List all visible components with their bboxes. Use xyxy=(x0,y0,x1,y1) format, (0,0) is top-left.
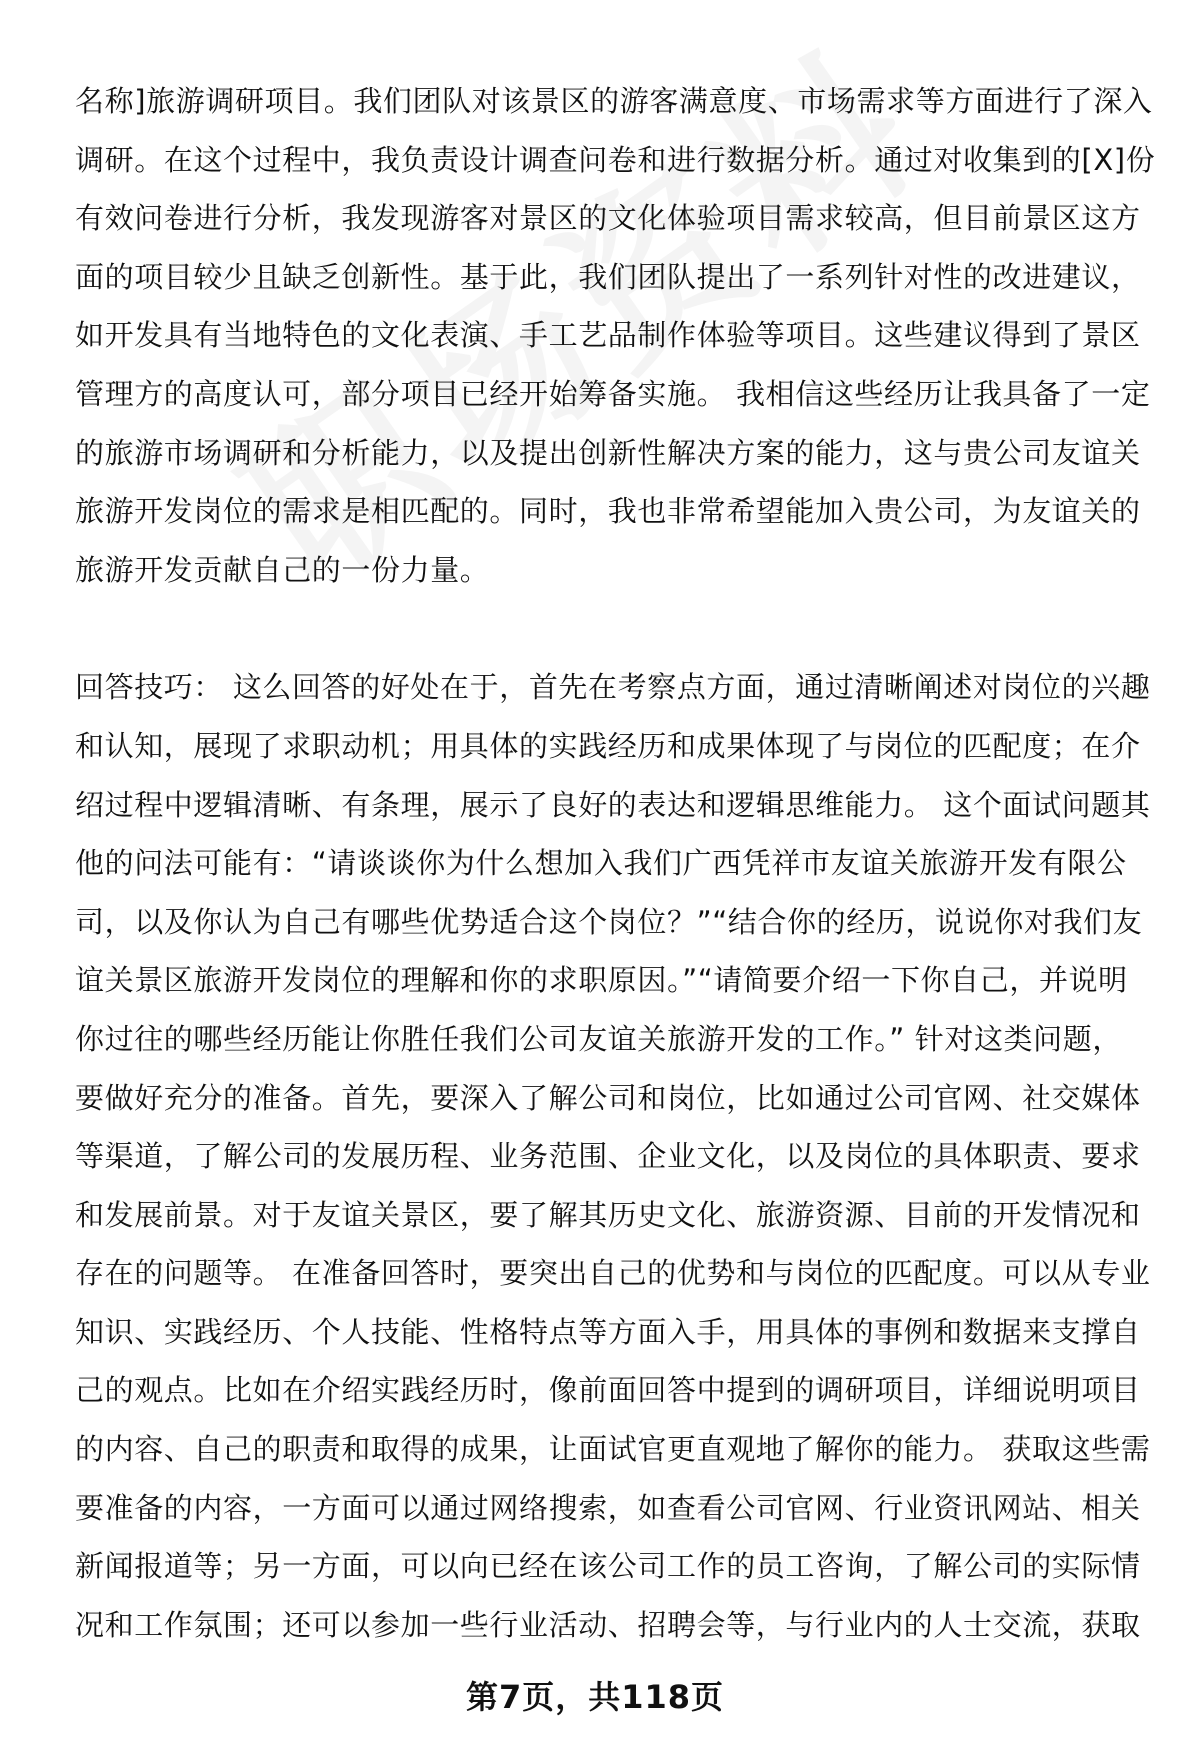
paragraph-gap xyxy=(75,599,1155,658)
text-line: 的旅游市场调研和分析能力，以及提出创新性解决方案的能力，这与贵公司友谊关 xyxy=(75,435,1141,470)
text-line: 和发展前景。对于友谊关景区，要了解其历史文化、旅游资源、目前的开发情况和 xyxy=(75,1197,1141,1232)
answer-paragraph xyxy=(75,72,1155,599)
text-line: 旅游开发岗位的需求是相匹配的。同时，我也非常希望能加入贵公司，为友谊关的 xyxy=(75,494,1141,529)
text-line: 调研。在这个过程中，我负责设计调查问卷和进行数据分析。通过对收集到的[X]份 xyxy=(75,142,1156,177)
text-line: 新闻报道等；另一方面，可以向已经在该公司工作的员工咨询，了解公司的实际情 xyxy=(75,1549,1141,1584)
text-line: 知识、实践经历、个人技能、性格特点等方面入手，用具体的事例和数据来支撑自 xyxy=(75,1314,1141,1349)
text-line: 和认知，展现了求职动机；用具体的实践经历和成果体现了与岗位的匹配度；在介 xyxy=(75,728,1141,763)
text-line: 的内容、自己的职责和取得的成果，让面试官更直观地了解你的能力。 获取这些需 xyxy=(75,1432,1151,1467)
text-line: 管理方的高度认可，部分项目已经开始筹备实施。 我相信这些经历让我具备了一定 xyxy=(75,376,1151,411)
text-line: 绍过程中逻辑清晰、有条理，展示了良好的表达和逻辑思维能力。 这个面试问题其 xyxy=(75,787,1151,822)
text-line: 回答技巧： 这么回答的好处在于，首先在考察点方面，通过清晰阐述对岗位的兴趣 xyxy=(75,670,1151,705)
text-line: 有效问卷进行分析，我发现游客对景区的文化体验项目需求较高，但目前景区这方 xyxy=(75,201,1141,236)
text-line: 司，以及你认为自己有哪些优势适合这个岗位？”“结合你的经历，说说你对我们友 xyxy=(75,904,1143,939)
tips-paragraph xyxy=(75,658,1155,1654)
text-line: 要做好充分的准备。首先，要深入了解公司和岗位，比如通过公司官网、社交媒体 xyxy=(75,1080,1141,1115)
text-line: 面的项目较少且缺乏创新性。基于此，我们团队提出了一系列针对性的改进建议， xyxy=(75,259,1141,294)
text-line: 谊关景区旅游开发岗位的理解和你的求职原因。”“请简要介绍一下你自己，并说明 xyxy=(75,963,1128,998)
text-line: 要准备的内容，一方面可以通过网络搜索，如查看公司官网、行业资讯网站、相关 xyxy=(75,1490,1141,1525)
text-line: 你过往的哪些经历能让你胜任我们公司友谊关旅游开发的工作。” 针对这类问题， xyxy=(75,1021,1122,1056)
text-line: 他的问法可能有：“请谈谈你为什么想加入我们广西凭祥市友谊关旅游开发有限公 xyxy=(75,846,1127,881)
page-content xyxy=(75,72,1155,1654)
text-line: 况和工作氛围；还可以参加一些行业活动、招聘会等，与行业内的人士交流，获取 xyxy=(75,1607,1141,1642)
text-line: 如开发具有当地特色的文化表演、手工艺品制作体验等项目。这些建议得到了景区 xyxy=(75,318,1141,353)
text-line: 存在的问题等。 在准备回答时，要突出自己的优势和与岗位的匹配度。可以从专业 xyxy=(75,1256,1151,1291)
text-line: 旅游开发贡献自己的一份力量。 xyxy=(75,552,490,587)
text-line: 己的观点。比如在介绍实践经历时，像前面回答中提到的调研项目，详细说明项目 xyxy=(75,1373,1141,1408)
text-line: 等渠道，了解公司的发展历程、业务范围、企业文化，以及岗位的具体职责、要求 xyxy=(75,1139,1141,1174)
page-number-footer: 第7页，共118页 xyxy=(465,1678,725,1716)
text-line: 名称]旅游调研项目。我们团队对该景区的游客满意度、市场需求等方面进行了深入 xyxy=(75,84,1153,118)
